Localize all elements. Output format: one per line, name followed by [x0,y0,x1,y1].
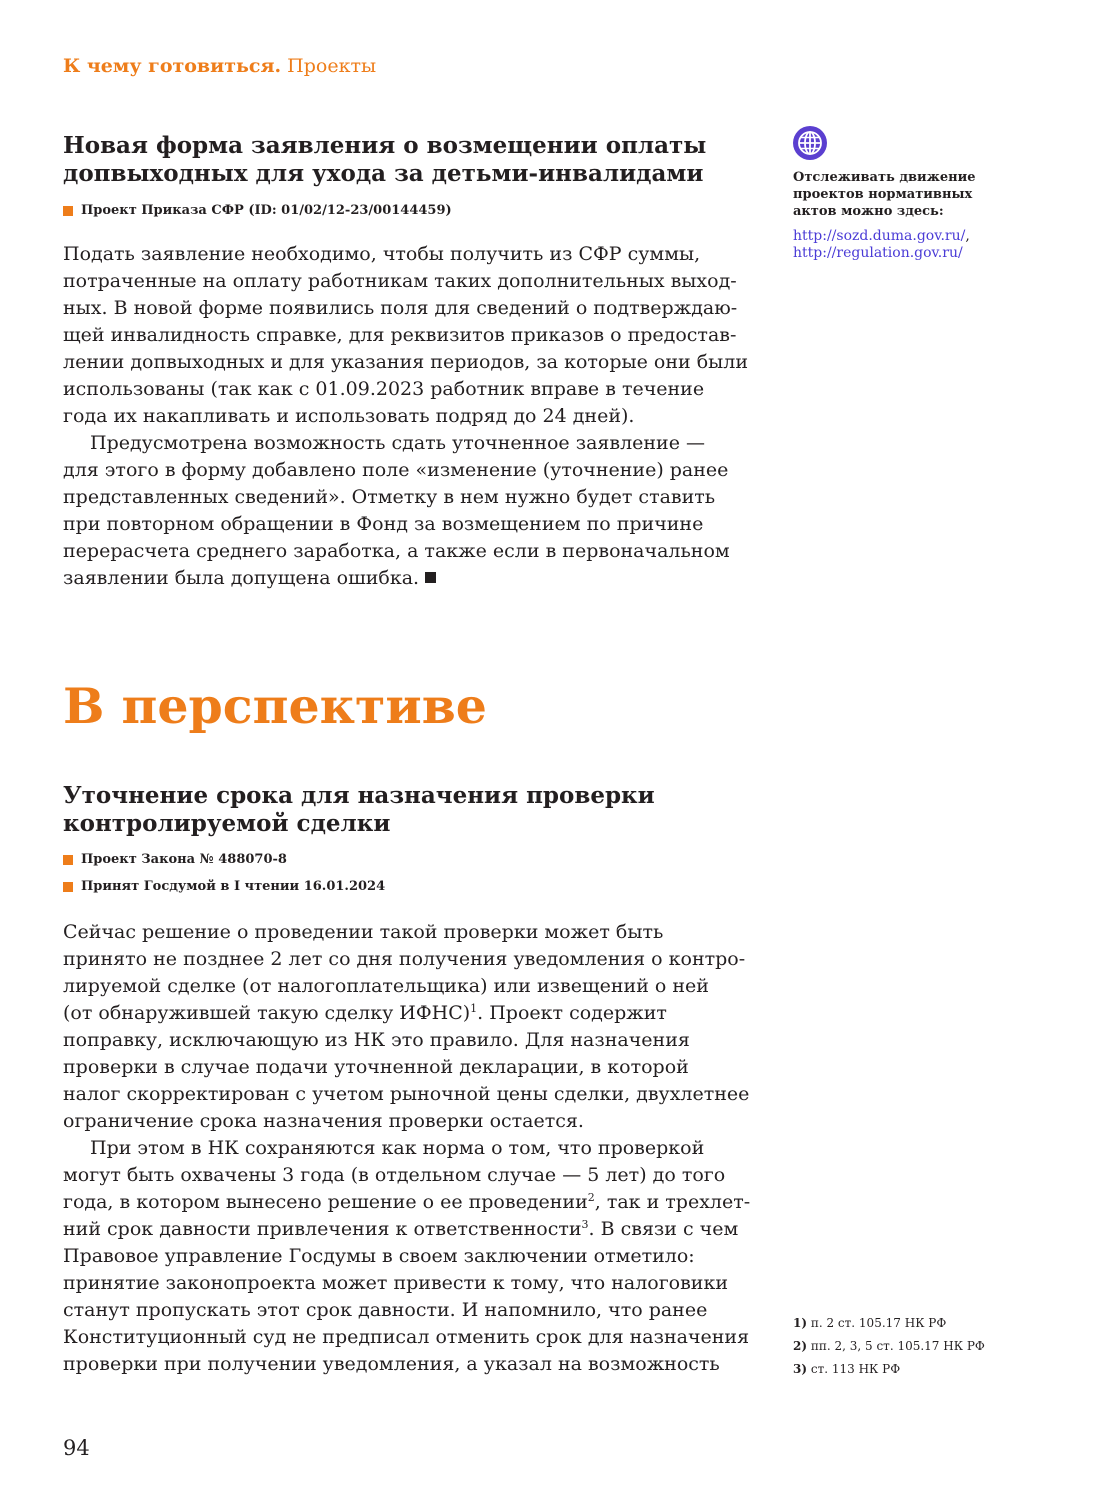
article-2-meta-1 [63,852,287,868]
end-of-article-icon [425,572,436,583]
footnote-number: 2) [793,1339,808,1353]
paragraph-text: года, в котором вынесено решение о ее проведении [63,1191,588,1213]
footnote-ref: 1 [470,1002,478,1015]
running-header-subsection: Проекты [287,55,377,77]
paragraph-line: При этом в НК сохраняются как норма о том, что проверкой [90,1137,705,1159]
footnote-text: пп. 2, 3, 5 ст. 105.17 НК РФ [810,1339,985,1353]
paragraph-line: лируемой сделке (от налогоплательщика) или извещений о ней [63,975,709,997]
article-1-meta-text: Проект Приказа СФР (ID: 01/02/12-23/00144459) [81,203,452,218]
paragraph-line: Конституционный суд не предписал отменить срок для назначения [63,1326,750,1348]
paragraph-line: поправку, исключающую из НК это правило. Для назначения [63,1029,690,1051]
footnote-1 [793,1315,946,1331]
paragraph-line: Правовое управление Госдумы в своем заключении отметило: [63,1245,695,1267]
paragraph-line [63,1000,750,1027]
paragraph-text: (от обнаружившей такую сделку ИФНС) [63,1002,471,1024]
article-1-meta [63,203,452,219]
paragraph-text: ний срок давности привлечения к ответственности [63,1218,582,1240]
paragraph-line [63,1216,750,1243]
section-title: В перспективе [63,677,487,735]
footnote-number: 1) [793,1316,808,1330]
article-2-meta-2 [63,879,385,895]
sidebar-links [793,228,970,262]
link-sozd[interactable]: http://sozd.duma.gov.ru/ [793,228,966,244]
paragraph-line [63,1189,750,1216]
article-1-title-line: допвыходных для ухода за детьми-инвалидами [63,160,704,187]
paragraph-line: при повторном обращении в Фонд за возмещением по причине [63,513,704,535]
article-2-title [63,782,763,838]
paragraph-line: ных. В новой форме появились поля для сведений о подтверждаю- [63,297,738,319]
footnote-text: ст. 113 НК РФ [810,1362,901,1376]
paragraph-line: щей инвалидность справке, для реквизитов приказов о предостав- [63,324,737,346]
page-number: 94 [63,1436,90,1460]
article-1-body [63,241,748,592]
footnote-number: 3) [793,1362,808,1376]
running-header-section: К чему готовиться. [63,55,282,77]
paragraph-line: Предусмотрена возможность сдать уточненное заявление — [90,432,706,454]
paragraph-line: представленных сведений». Отметку в нем нужно будет ставить [63,486,716,508]
globe-icon [793,126,827,160]
running-header [63,55,376,77]
sidebar-note-line: проектов нормативных [793,187,973,202]
paragraph-line: станут пропускать этот срок давности. И напомнило, что ранее [63,1299,708,1321]
article-1-title-line: Новая форма заявления о возмещении оплаты [63,132,707,159]
paragraph-line: ограничение срока назначения проверки остается. [63,1110,584,1132]
paragraph-line: лении допвыходных и для указания периодов, за которые они были [63,351,749,373]
paragraph-line: проверки в случае подачи уточненной декларации, в которой [63,1056,689,1078]
paragraph-line: перерасчета среднего заработка, а также если в первоначальном [63,540,730,562]
article-1-title [63,132,763,188]
bullet-square-icon [63,855,73,865]
sidebar-note [793,169,976,220]
paragraph-text: . Проект содержит [477,1002,667,1024]
paragraph-line: использованы (так как с 01.09.2023 работник вправе в течение [63,378,705,400]
article-2-title-line: контролируемой сделки [63,810,391,837]
paragraph-line-last [63,565,748,592]
link-separator: , [965,228,970,244]
article-2-body [63,919,750,1378]
paragraph-line: проверки при получении уведомления, а указал на возможность [63,1353,720,1375]
bullet-square-icon [63,882,73,892]
footnote-ref: 3 [581,1218,589,1231]
paragraph-text: , так и трехлет- [594,1191,751,1213]
sidebar-note-line: Отслеживать движение [793,170,976,185]
paragraph-line: Сейчас решение о проведении такой проверки может быть [63,921,664,943]
article-2-meta-1-text: Проект Закона № 488070-8 [81,852,287,867]
footnote-3 [793,1361,900,1377]
paragraph-line: принято не позднее 2 лет со дня получения уведомления о контро- [63,948,746,970]
paragraph-line: налог скорректирован с учетом рыночной цены сделки, двухлетнее [63,1083,750,1105]
bullet-square-icon [63,206,73,216]
paragraph-line: могут быть охвачены 3 года (в отдельном случае — 5 лет) до того [63,1164,726,1186]
paragraph-line: для этого в форму добавлено поле «изменение (уточнение) ранее [63,459,729,481]
footnote-ref: 2 [587,1191,595,1204]
paragraph-line: Подать заявление необходимо, чтобы получить из СФР суммы, [63,243,701,265]
article-2-meta-2-text: Принят Госдумой в I чтении 16.01.2024 [81,879,386,894]
link-regulation[interactable]: http://regulation.gov.ru/ [793,245,963,261]
footnote-text: п. 2 ст. 105.17 НК РФ [810,1316,947,1330]
paragraph-line: потраченные на оплату работникам таких дополнительных выход- [63,270,737,292]
article-2-title-line: Уточнение срока для назначения проверки [63,782,655,809]
footnote-2 [793,1338,985,1354]
paragraph-line: принятие законопроекта может привести к тому, что налоговики [63,1272,728,1294]
paragraph-line: года их накапливать и использовать подряд до 24 дней). [63,405,635,427]
paragraph-text: . В связи с чем [588,1218,739,1240]
paragraph-line-text: заявлении была допущена ошибка. [63,567,420,589]
sidebar-note-line: актов можно здесь: [793,204,944,219]
